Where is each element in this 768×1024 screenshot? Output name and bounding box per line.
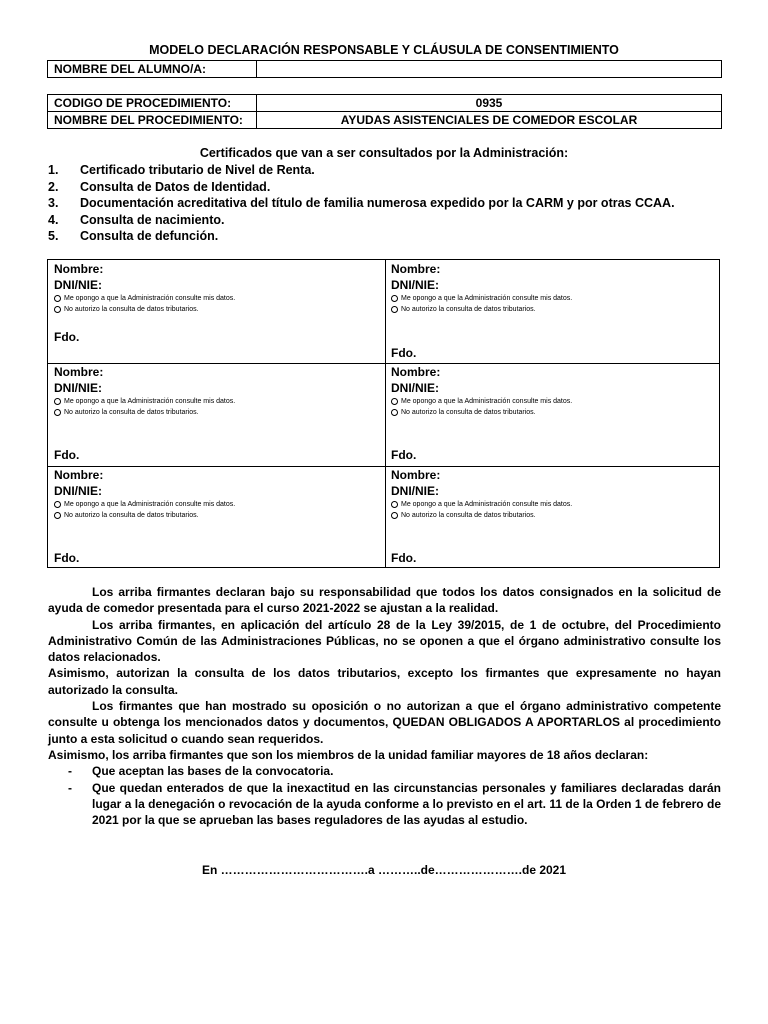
signature-label: Fdo. xyxy=(391,551,417,565)
signature-grid xyxy=(47,259,720,568)
signer-name-label: Nombre: xyxy=(54,262,104,276)
procedure-name-label: NOMBRE DEL PROCEDIMIENTO: xyxy=(48,112,257,129)
certificate-item xyxy=(48,228,728,245)
certificates-list xyxy=(48,162,728,245)
declaration-p4-end: al procedimiento junto a esta solicitud o cuando sean requeridos. xyxy=(48,715,721,746)
signer-dni-label: DNI/NIE: xyxy=(54,278,102,292)
certificate-text: Consulta de nacimiento. xyxy=(80,212,225,227)
declaration-p4-start: Los firmantes que han mostrado su oposición o no autorizan a que el órgano administrativo competente consulte u obtenga los mencionados datos y documentos, xyxy=(48,699,721,730)
oppose-option-label: Me opongo a que la Administración consulte mis datos. xyxy=(64,398,236,405)
bullet-dash: - xyxy=(68,764,72,779)
no-tax-option[interactable] xyxy=(54,407,384,418)
oppose-option-label: Me opongo a que la Administración consulte mis datos. xyxy=(401,295,573,302)
declaration-paragraph-2: Los arriba firmantes, en aplicación del artículo 28 de la Ley 39/2015, de 1 de octubre, del Procedimiento Administrativo Común de las Administraciones Públicas, no se oponen a que el órgano administrativo consulte los datos relacionados. xyxy=(48,617,721,665)
no-tax-option[interactable] xyxy=(391,510,721,521)
oppose-option[interactable] xyxy=(391,499,721,510)
signer-block xyxy=(54,364,384,418)
no-tax-option-label: No autorizo la consulta de datos tributarios. xyxy=(401,306,536,313)
procedure-code-value: 0935 xyxy=(257,95,722,112)
radio-circle-icon[interactable] xyxy=(391,409,398,416)
signature-label: Fdo. xyxy=(54,330,80,344)
certificate-number: 3. xyxy=(48,196,59,210)
student-table xyxy=(47,60,722,78)
radio-circle-icon[interactable] xyxy=(391,398,398,405)
no-tax-option[interactable] xyxy=(54,510,384,521)
signer-dni-label: DNI/NIE: xyxy=(54,484,102,498)
certificate-number: 1. xyxy=(48,163,59,177)
declaration-p3-rest: autorizan la consulta de los datos tributarios, excepto los firmantes que expresamente no hayan autorizado la consulta. xyxy=(48,666,721,697)
oppose-option-label: Me opongo a que la Administración consulte mis datos. xyxy=(401,398,573,405)
signer-dni-label: DNI/NIE: xyxy=(391,381,439,395)
certificate-text: Certificado tributario de Nivel de Renta. xyxy=(80,163,315,177)
signer-dni-label: DNI/NIE: xyxy=(391,484,439,498)
no-tax-option-label: No autorizo la consulta de datos tributarios. xyxy=(64,512,199,519)
declaration-bullet xyxy=(48,780,721,829)
certificate-item xyxy=(48,179,728,196)
oppose-option[interactable] xyxy=(391,396,721,407)
no-tax-option-label: No autorizo la consulta de datos tributarios. xyxy=(401,409,536,416)
certificate-text: Consulta de Datos de Identidad. xyxy=(80,179,271,194)
procedure-code-label: CODIGO DE PROCEDIMIENTO: xyxy=(48,95,257,112)
radio-circle-icon[interactable] xyxy=(391,295,398,302)
oppose-option[interactable] xyxy=(54,396,384,407)
declaration-paragraph-4 xyxy=(48,698,721,747)
procedure-table xyxy=(47,94,722,129)
no-tax-option[interactable] xyxy=(54,304,384,315)
procedure-name-value: AYUDAS ASISTENCIALES DE COMEDOR ESCOLAR xyxy=(257,112,722,129)
radio-circle-icon[interactable] xyxy=(391,512,398,519)
bullet-text: Que quedan enterados de que la inexactitud en las circunstancias personales y familiares declaradas darán lugar a la denegación o revocación de la ayuda conforme a lo previsto en el art. 11 de la Orden 1 de febrero de 2021 por la que se aprueban las bases reguladores de las ayudas al estudio. xyxy=(92,780,721,828)
declaration-p4-emphasis: QUEDAN OBLIGADOS A APORTARLOS xyxy=(392,715,621,730)
certificate-text: Consulta de defunción. xyxy=(80,229,219,243)
student-name-field[interactable] xyxy=(257,61,722,78)
radio-circle-icon[interactable] xyxy=(54,398,61,405)
radio-circle-icon[interactable] xyxy=(54,409,61,416)
signer-block xyxy=(391,364,721,418)
certificate-number: 4. xyxy=(48,212,59,227)
signer-name-label: Nombre: xyxy=(391,468,441,482)
radio-circle-icon[interactable] xyxy=(54,512,61,519)
signer-block xyxy=(54,467,384,521)
student-name-label: NOMBRE DEL ALUMNO/A: xyxy=(48,61,257,78)
oppose-option-label: Me opongo a que la Administración consulte mis datos. xyxy=(64,295,236,302)
certificate-item xyxy=(48,195,728,212)
radio-circle-icon[interactable] xyxy=(391,501,398,508)
certificate-text: Documentación acreditativa del título de familia numerosa expedido por la CARM y por otras CCAA. xyxy=(80,196,675,210)
radio-circle-icon[interactable] xyxy=(54,306,61,313)
oppose-option[interactable] xyxy=(391,293,721,304)
oppose-option-label: Me opongo a que la Administración consulte mis datos. xyxy=(401,501,573,508)
signature-label: Fdo. xyxy=(54,448,80,462)
certificate-item xyxy=(48,212,728,229)
no-tax-option[interactable] xyxy=(391,407,721,418)
signer-name-label: Nombre: xyxy=(391,262,441,276)
no-tax-option-label: No autorizo la consulta de datos tributarios. xyxy=(64,409,199,416)
signature-label: Fdo. xyxy=(391,448,417,462)
signer-name-label: Nombre: xyxy=(391,365,441,379)
declaration-bullet xyxy=(48,763,721,779)
bullet-text: Que aceptan las bases de la convocatoria. xyxy=(92,764,334,779)
oppose-option[interactable] xyxy=(54,293,384,304)
declaration-paragraph-5: Asimismo, los arriba firmantes que son los miembros de la unidad familiar mayores de 18 años declaran: xyxy=(48,747,649,762)
signer-block xyxy=(391,467,721,521)
signer-block xyxy=(54,261,384,315)
radio-circle-icon[interactable] xyxy=(54,295,61,302)
signature-label: Fdo. xyxy=(391,346,417,360)
declaration-p3-start: Asimismo, xyxy=(48,666,117,681)
certificates-title: Certificados que van a ser consultados por la Administración: xyxy=(199,146,569,160)
bullet-dash: - xyxy=(68,780,72,795)
oppose-option-label: Me opongo a que la Administración consulte mis datos. xyxy=(64,501,236,508)
no-tax-option-label: No autorizo la consulta de datos tributarios. xyxy=(64,306,199,313)
signer-dni-label: DNI/NIE: xyxy=(54,381,102,395)
signature-label: Fdo. xyxy=(54,551,80,565)
declaration-text xyxy=(48,584,721,828)
signer-name-label: Nombre: xyxy=(54,468,104,482)
grid-divider-vertical xyxy=(385,260,386,567)
signer-block xyxy=(391,261,721,315)
declaration-paragraph-1: Los arriba firmantes declaran bajo su responsabilidad que todos los datos consignados en la solicitud de ayuda de comedor presentada para el curso 2021-2022 se ajustan a la realidad. xyxy=(48,585,721,616)
signer-dni-label: DNI/NIE: xyxy=(391,278,439,292)
place-date-line: En ……………………………….a ………..de………………….de 2021 xyxy=(201,863,567,877)
certificate-number: 2. xyxy=(48,179,59,194)
certificate-item xyxy=(48,162,728,179)
oppose-option[interactable] xyxy=(54,499,384,510)
declaration-paragraph-3 xyxy=(48,665,721,698)
certificate-number: 5. xyxy=(48,229,59,243)
no-tax-option[interactable] xyxy=(391,304,721,315)
radio-circle-icon[interactable] xyxy=(54,501,61,508)
signer-name-label: Nombre: xyxy=(54,365,104,379)
document-title: MODELO DECLARACIÓN RESPONSABLE Y CLÁUSULA DE CONSENTIMIENTO xyxy=(149,43,619,57)
radio-circle-icon[interactable] xyxy=(391,306,398,313)
no-tax-option-label: No autorizo la consulta de datos tributarios. xyxy=(401,512,536,519)
